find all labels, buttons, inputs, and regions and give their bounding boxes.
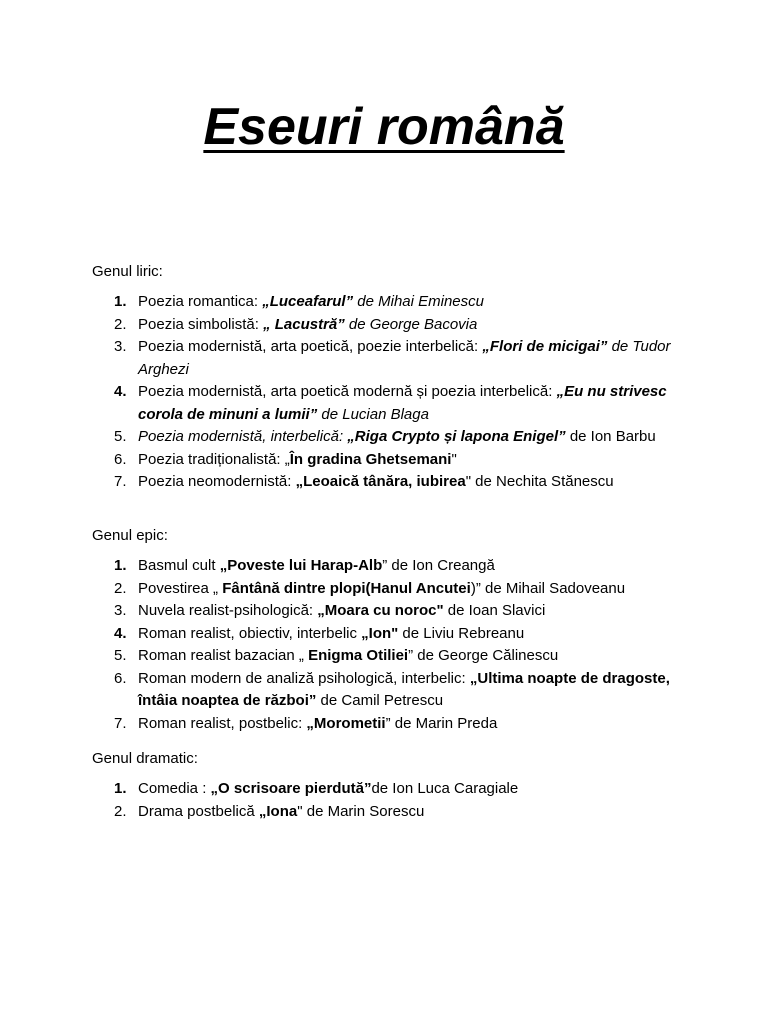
item-text: „O scrisoare pierdută” [210,780,372,797]
section-heading: Genul epic: [92,527,168,544]
item-text: „Ion" [361,624,399,642]
item-text: Poezia modernistă, arta poetică modernă și poezia interbelică: [138,383,557,400]
section-genul-liric [92,261,692,494]
list-item [92,778,692,801]
list-item [92,645,692,668]
item-text: de Camil Petrescu [316,692,444,709]
item-text: Poezia tradiționalistă: „ [138,450,290,468]
item-text: „ Lacustră” [263,315,345,333]
item-text: „Flori de micigai” [482,338,608,355]
item-text: Nuvela realist-psihologică: [138,602,318,619]
list-item [92,623,692,646]
list-number: 7. [114,473,127,490]
list-item [92,314,692,337]
item-text: " de Nechita Stănescu [465,473,614,490]
item-text: de Tudor Arghezi [138,338,671,378]
item-text: ” de Ion Creangă [382,557,495,574]
list-number: 4. [114,624,127,642]
item-text: Roman modern de analiză psihologică, interbelic: [138,669,470,687]
item-text: „Eu nu strivesc corola de minuni a lumii” [138,383,667,423]
item-text: „Iona [258,802,298,820]
item-text: de George Bacovia [344,315,478,333]
item-text: ” de Marin Preda [385,714,498,732]
essay-list [92,555,692,735]
item-text: „Moara cu noroc" [317,602,444,619]
item-text: de Ion Luca Caragiale [371,780,519,797]
list-number: 5. [114,647,127,664]
item-text: Basmul cult [138,557,220,574]
item-text: )” de Mihail Sadoveanu [470,579,626,597]
list-number: 1. [114,780,127,797]
item-text: Poezia romantica: [138,293,263,310]
item-text: „Ultima noapte de dragoste, întâia noaptea de război” [138,669,670,709]
section-heading: Genul liric: [92,263,163,280]
list-item [92,291,692,314]
item-text: Fântână dintre plopi(Hanul Ancutei [222,579,471,597]
list-item [92,801,692,824]
essay-list [92,291,692,494]
list-item [92,381,692,426]
item-text: Poezia neomodernistă: [138,473,296,490]
item-text: „Poveste lui Harap-Alb [219,557,383,574]
list-number: 2. [114,315,127,333]
item-text: Drama postbelică [138,802,259,820]
list-number: 1. [114,557,127,574]
item-text: „Luceafarul” [262,293,354,310]
list-item [92,600,692,623]
list-item [92,713,692,736]
item-text: „Leoaică tânăra, iubirea [295,473,466,490]
list-number: 7. [114,714,127,732]
item-text: ” de George Călinescu [408,647,559,664]
list-item [92,336,692,381]
item-text: de Lucian Blaga [317,405,429,423]
list-item [92,471,692,494]
page-title: Eseuri română [203,98,565,156]
item-text: Roman realist, postbelic: [138,714,307,732]
item-text: Poezia simbolistă: [138,315,264,333]
item-text: de Ion Barbu [565,428,656,445]
item-text: " de Marin Sorescu [297,802,425,820]
list-number: 6. [114,669,127,687]
item-text: de Ioan Slavici [443,602,546,619]
item-text: „Morometii [306,714,386,732]
item-text: În gradina Ghetsemani [289,450,452,468]
list-number: 4. [114,383,127,400]
item-text: Comedia : [138,780,211,797]
item-text: Enigma Otiliei [308,647,409,664]
list-number: 6. [114,450,127,468]
section-genul-epic [92,525,692,735]
list-number: 3. [114,338,127,355]
list-item [92,578,692,601]
item-text: Poezia modernistă, arta poetică, poezie interbelică: [138,338,483,355]
list-number: 2. [114,802,127,820]
list-item [92,449,692,472]
list-item [92,426,692,449]
essay-list [92,778,692,823]
list-number: 5. [114,428,127,445]
item-text: Povestirea „ [138,579,223,597]
section-heading: Genul dramatic: [92,750,198,767]
list-number: 2. [114,579,127,597]
list-number: 1. [114,293,127,310]
section-genul-dramatic [92,748,692,823]
list-item [92,668,692,713]
item-text: Roman realist bazacian „ [138,647,309,664]
item-text: de Liviu Rebreanu [398,624,525,642]
item-text: „Riga Crypto și lapona Enigel” [347,428,566,445]
item-text: Roman realist, obiectiv, interbelic [138,624,362,642]
item-text: Poezia modernistă, interbelică: [138,428,348,445]
item-text: " [451,450,457,468]
item-text: de Mihai Eminescu [353,293,484,310]
list-number: 3. [114,602,127,619]
list-item [92,555,692,578]
